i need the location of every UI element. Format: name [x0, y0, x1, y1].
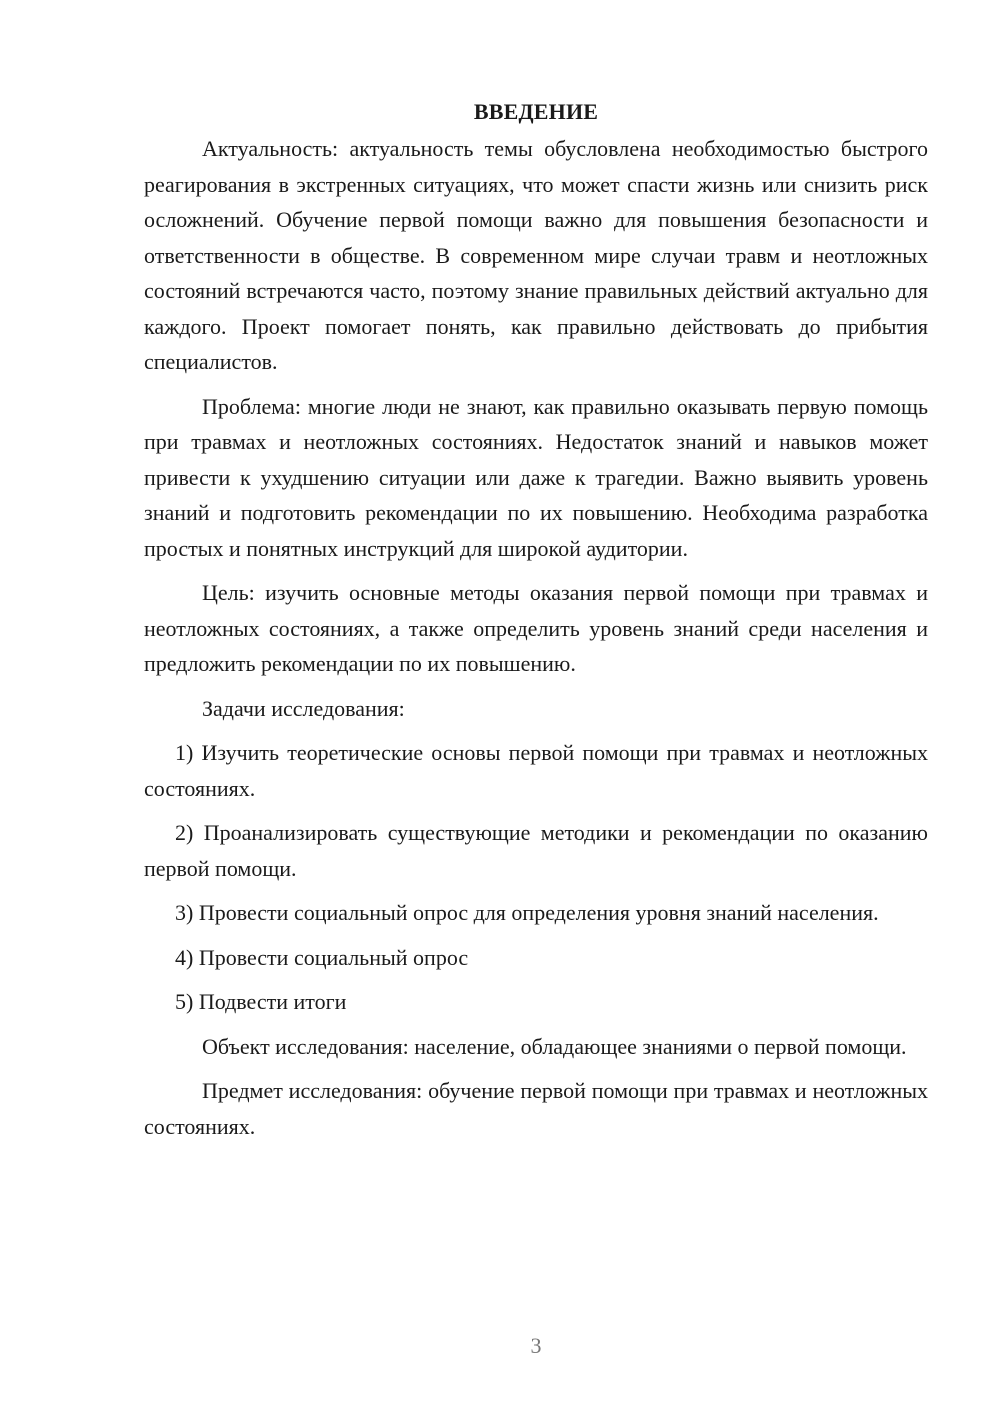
page-number: 3 [530, 1333, 542, 1358]
paragraph-subject: Предмет исследования: обучение первой помощи при травмах и неотложных состояниях. [144, 1078, 928, 1139]
task-item-4: 4) Провести социальный опрос [175, 944, 469, 970]
task-item-3: 3) Провести социальный опрос для определения уровня знаний населения. [175, 900, 879, 925]
task-item-1: 1) Изучить теоретические основы первой помощи при травмах и неотложных состояниях. [144, 740, 928, 801]
paragraph-goal: Цель: изучить основные методы оказания первой помощи при травмах и неотложных состояниях, а также определить уровень знаний среди населения и предложить рекомендации по их повышению. [144, 580, 928, 676]
tasks-heading: Задачи исследования: [202, 695, 405, 721]
paragraph-relevance: Актуальность: актуальность темы обусловлена необходимостью быстрого реагирования в экстренных ситуациях, что может спасти жизнь или снизить риск осложнений. Обучение первой помощи важно для повышения безопасности и ответственности в обществе. В современном мире случаи травм и неотложных состояний встречаются часто, поэтому знание правильных действий актуально для каждого. Проект помогает понять, как правильно действовать до прибытия специалистов. [144, 136, 928, 374]
task-item-2: 2) Проанализировать существующие методики и рекомендации по оказанию первой помощи. [144, 820, 928, 881]
page-content [144, 94, 928, 1144]
section-title: ВВЕДЕНИЕ [473, 99, 599, 124]
paragraph-object: Объект исследования: население, обладающее знаниями о первой помощи. [202, 1033, 907, 1059]
task-item-5: 5) Подвести итоги [175, 989, 347, 1014]
paragraph-problem: Проблема: многие люди не знают, как правильно оказывать первую помощь при травмах и неотложных состояниях. Недостаток знаний и навыков может привести к ухудшению ситуации или даже к трагедии. Важно выявить уровень знаний и подготовить рекомендации по их повышению. Необходима разработка простых и понятных инструкций для широкой аудитории. [144, 393, 928, 561]
